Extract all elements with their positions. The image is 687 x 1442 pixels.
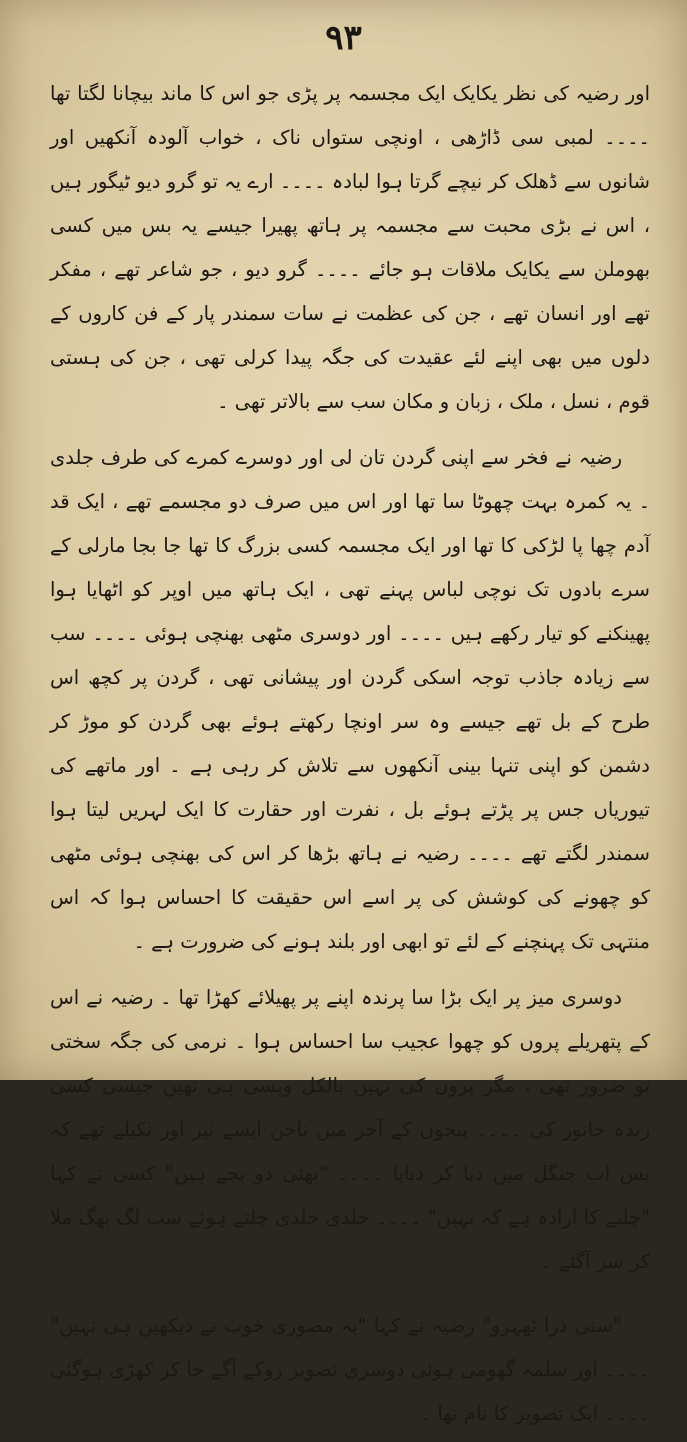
page-number: ۹۳ bbox=[325, 18, 362, 58]
paragraph-1: اور رضیہ کی نظر یکایک ایک مجسمہ پر پڑی جو اس کا ماند بیچانا لگتا تھا ۔۔۔۔ لمبی سی ڈاڑھی ، اونچی ستواں ناک ، خواب آلودہ آنکھیں اور شانوں سے ڈھلک کر نیچے گرتا ہوا لبادہ ۔۔۔۔ ارے یہ تو گرو دیو ٹیگور ہیں ، اس نے بڑی محبت سے مجسمہ پر ہاتھ پھیرا جیسے یہ بس میں کسی بھوملن سے یکایک ملاقات ہو جائے ۔۔۔۔ گرو دیو ، جو شاعر تھے ، مفکر تھے اور انسان تھے ، جن کی عظمت نے سات سمندر پار کے فن کاروں کے دلوں میں بھی اپنے لئے عقیدت کی جگہ پیدا کرلی تھی ، جن کی ہستی قوم ، نسل ، ملک ، زبان و مکان سب سے بالاتر تھی ۔ bbox=[50, 82, 650, 413]
paragraph-2: رضیہ نے فخر سے اپنی گردن تان لی اور دوسرے کمرے کی طرف جلدی ۔ یہ کمرہ بہت چھوٹا سا تھا اور اس میں صرف دو مجسمے تھے ، ایک قد آدم چھا پا لڑکی کا تھا اور ایک مجسمہ کسی بزرگ کا تھا جا بجا مارلی کے سرے بادوں تک نوچی لباس پہنے تھی ، ایک ہاتھ میں اوپر کو اٹھایا ہوا پھینکنے کو تیار رکھے ہیں ۔۔۔۔ اور دوسری مٹھی بھنچی ہوئی ۔۔۔۔ سب سے زیادہ جاذب توجہ اسکی گردن اور پیشانی تھی ، گردن پر کچھ اس طرح کے بل تھے جیسے وہ سر اونچا رکھتے ہوئے بھی گردن کو موڑ کر دشمن کو اپنی تنہا بینی آنکھوں سے تلاش کر رہی ہے ۔ اور ماتھے کی تیوریاں جس پر پڑتے ہوئے بل ، نفرت اور حقارت کا ایک لہریں لیتا ہوا سمندر لگتے تھے ۔۔۔۔ رضیہ نے ہاتھ بڑھا کر اس کی بھنچی ہوئی مٹھی کو چھونے کی کوشش کی پر اسے اس حقیقت کا احساس ہوا کہ اس منتہی تک پہنچنے کے لئے تو ابھی اور بلند ہونے کی ضرورت ہے ۔ bbox=[50, 446, 650, 953]
paragraph-3: دوسری میز پر ایک بڑا سا پرندہ اپنے پر پھیلائے کھڑا تھا ۔ رضیہ نے اس کے پتھریلے پروں کو چھوا عجیب سا احساس ہوا ۔ نرمی کی جگہ سختی تو ضرور تھی ، مگر پروں کی تہیں بالکل ویسی ہی تھیں جیسی کسی زندہ جانور کی ۔۔۔۔ پنجوں کے آخر میں ناخن ایسے نیز اور نکیلے تھے کہ بس اب جنگل میں دبا کر دبایا ۔۔۔۔ "بھئی دو بجے ہیں" کسی نے کہا "چلنے کا ارادہ ہے کہ نہیں" ۔۔۔۔ جلدی جلدی چلتے ہوئے سب لگ بھگ ملا کر سر آگئے ۔ bbox=[50, 986, 650, 1273]
page-text bbox=[50, 72, 650, 1442]
paragraph-4: "سنی ذرا ٹھہرو" رضیہ نے کہا "یہ مصوری خوب نے دیکھیں ہی نہیں" ۔۔۔۔ اور سلمہ گھومی ہوئی دوسری تصویر روکے آگے جا کر کھڑی ہوگئی ۔۔۔۔ ایک تصویر کا نام تھا ۔ bbox=[50, 1314, 650, 1425]
